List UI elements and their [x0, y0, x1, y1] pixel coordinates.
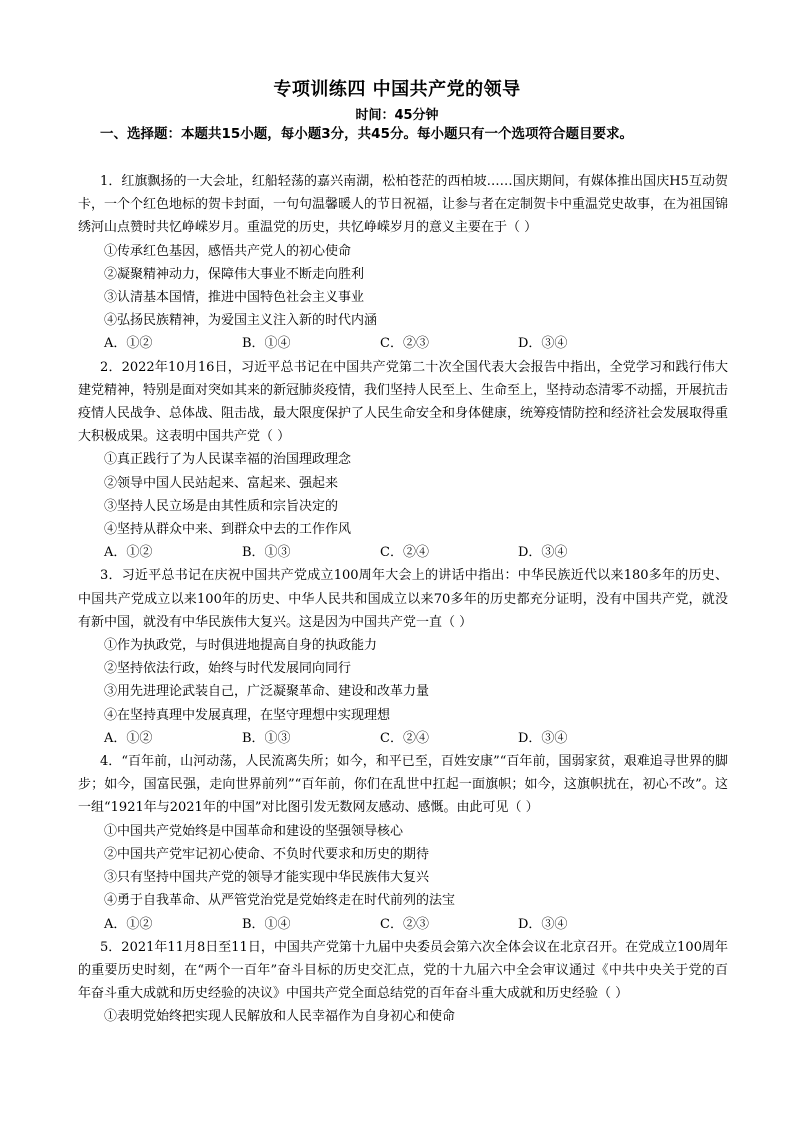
- answer-choice-c[interactable]: C．②④: [380, 730, 429, 746]
- question-option: ③只有坚持中国共产党的领导才能实现中华民族伟大复兴: [104, 870, 430, 886]
- question-option: ②坚持依法行政，始终与时代发展同向同行: [104, 661, 352, 677]
- question-option: ②凝聚精神动力，保障伟大事业不断走向胜利: [104, 266, 365, 282]
- answer-choices: [78, 727, 728, 750]
- answer-choice-b[interactable]: B．①③: [242, 730, 291, 746]
- question-option: ①传承红色基因，感悟共产党人的初心使命: [104, 243, 352, 259]
- question-stem: 1．红旗飘扬的一大会址，红船轻荡的嘉兴南湖，松柏苍茫的西柏坡……国庆期间，有媒体推出国庆H5互动贺卡，一个个红色地标的贺卡封面，一句句温馨暖人的节日祝福，让参与者在定制贺卡中重温党史故事，在为祖国锦绣河山点赞时共忆峥嵘岁月。重温党的历史，共忆峥嵘岁月的意义主要在于（ ）: [78, 174, 729, 236]
- question-option: ②领导中国人民站起来、富起来、强起来: [104, 475, 339, 491]
- time-limit: 时间：45分钟: [355, 108, 439, 123]
- question-option: ③用先进理论武装自己，广泛凝聚革命、建设和改革力量: [104, 684, 430, 700]
- answer-choice-d[interactable]: D．③④: [518, 545, 568, 561]
- question-option: ④坚持从群众中来、到群众中去的工作作风: [104, 522, 352, 538]
- question-stem: 2．2022年10月16日，习近平总书记在中国共产党第二十次全国代表大会报告中指出，全党学习和践行伟大建党精神，特别是面对突如其来的新冠肺炎疫情，我们坚持人民至上、生命至上，坚持动态清零不动摇，开展抗击疫情人民战争、总体战、阻击战，最大限度保护了人民生命安全和身体健康，统筹疫情防控和经济社会发展取得重大积极成果。这表明中国共产党（ ）: [78, 359, 729, 445]
- question-stem: 5．2021年11月8日至11日，中国共产党第十九届中央委员会第六次全体会议在北京召开。在党成立100周年的重要历史时刻，在“两个一百年”奋斗目标的历史交汇点，党的十九届六中全会审议通过《中共中央关于党的百年奋斗重大成就和历史经验的决议》中国共产党全面总结党的百年奋斗重大成就和历史经验（ ）: [78, 939, 728, 1002]
- answer-choice-d[interactable]: D．③④: [518, 916, 568, 932]
- question-option: ④勇于自我革命、从严管党治党是党始终走在时代前列的法宝: [104, 893, 456, 909]
- answer-choices: [78, 332, 728, 355]
- answer-choice-c[interactable]: C．②④: [380, 545, 429, 561]
- question-option: ①作为执政党，与时俱进地提高自身的执政能力: [104, 638, 378, 654]
- question-stem: 4．“百年前，山河动荡，人民流离失所；如今，和平已至，百姓安康”“百年前，国弱家贫，艰难追寻世界的脚步；如今，国富民强，走向世界前列”“百年前，你们在乱世中扛起一面旗帜；如今，这旗帜扰在，初心不改”。这一组“1921年与2021年的中国”对比图引发无数网友感动、感慨。由此可见（ ）: [78, 754, 728, 816]
- question-list: [78, 170, 728, 1029]
- question-option: ④在坚持真理中发展真理，在坚守理想中实现理想: [104, 707, 391, 723]
- answer-choice-a[interactable]: A．①②: [104, 730, 153, 746]
- question-option: ①中国共产党始终是中国革命和建设的坚强领导核心: [104, 823, 404, 839]
- answer-choice-c[interactable]: C．②③: [380, 336, 429, 352]
- section-heading: 一、选择题：本题共15小题，每小题3分，共45分。每小题只有一个选项符合题目要求。: [100, 126, 633, 142]
- answer-choice-c[interactable]: C．②③: [380, 916, 429, 932]
- question-option: ③认清基本国情，推进中国特色社会主义事业: [104, 290, 365, 306]
- answer-choice-a[interactable]: A．①②: [104, 916, 153, 932]
- question-option: ④弘扬民族精神，为爱国主义注入新的时代内涵: [104, 313, 378, 329]
- question-stem: 3．习近平总书记在庆祝中国共产党成立100周年大会上的讲话中指出：中华民族近代以来180多年的历史、中国共产党成立以来100年的历史、中华人民共和国成立以来70多年的历史都充分证明，没有中国共产党，就没有新中国，就没有中华民族伟大复兴。这是因为中国共产党一直（ ）: [78, 568, 728, 630]
- answer-choice-b[interactable]: B．①③: [242, 545, 291, 561]
- answer-choice-a[interactable]: A．①②: [104, 545, 153, 561]
- question-option: ①真正践行了为人民谋幸福的治国理政理念: [104, 452, 352, 468]
- answer-choice-b[interactable]: B．①④: [242, 336, 291, 352]
- question-option: ②中国共产党牢记初心使命、不负时代要求和历史的期待: [104, 846, 430, 862]
- answer-choice-d[interactable]: D．③④: [518, 730, 568, 746]
- question-option: ①表明党始终把实现人民解放和人民幸福作为自身初心和使命: [104, 1009, 456, 1025]
- answer-choice-d[interactable]: D．③④: [518, 336, 568, 352]
- page-title: 专项训练四 中国共产党的领导: [273, 79, 521, 100]
- answer-choice-a[interactable]: A．①②: [104, 336, 153, 352]
- question-option: ③坚持人民立场是由其性质和宗旨决定的: [104, 498, 339, 514]
- answer-choices: [78, 913, 728, 936]
- answer-choice-b[interactable]: B．①④: [242, 916, 291, 932]
- answer-choices: [78, 541, 728, 564]
